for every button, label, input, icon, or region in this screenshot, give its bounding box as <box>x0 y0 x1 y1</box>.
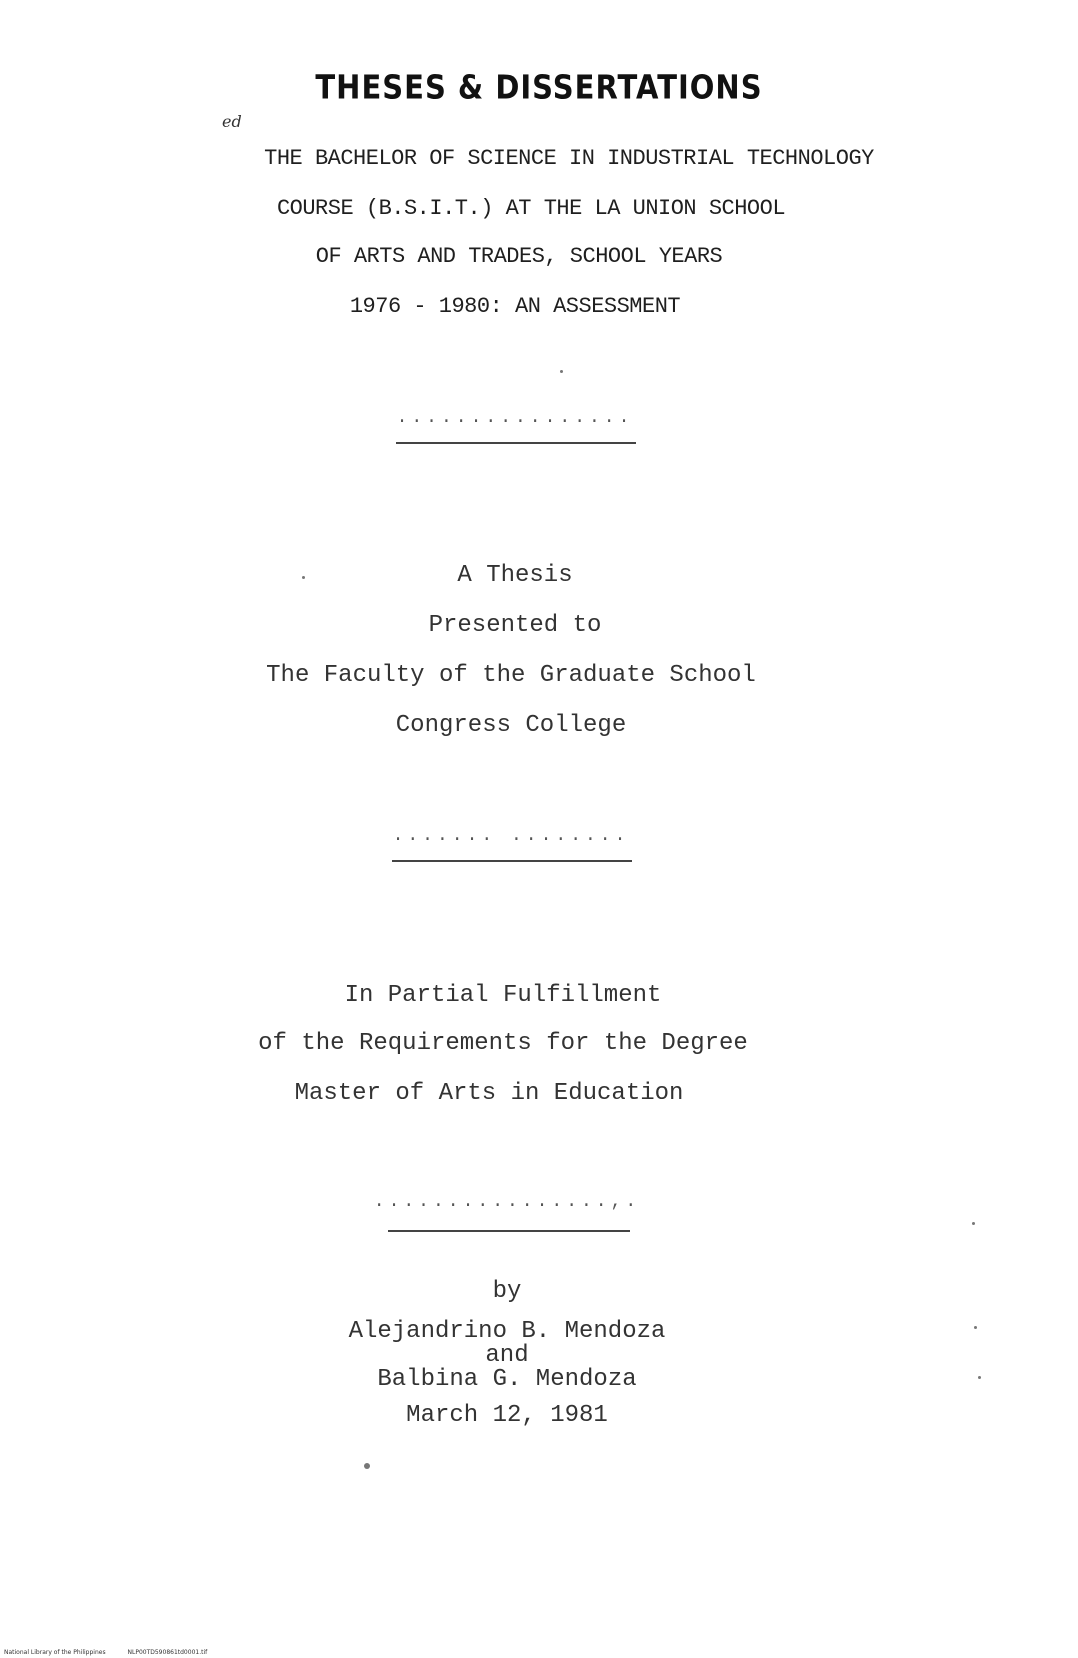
ink-speck <box>974 1326 977 1329</box>
scan-footer <box>4 1649 227 1656</box>
presentation-line-2: Presented to <box>428 612 602 639</box>
separator-rule-3 <box>388 1230 630 1232</box>
ink-speck <box>972 1222 975 1225</box>
ink-speck <box>560 370 563 373</box>
fulfillment-line-2: of the Requirements for the Degree <box>258 1030 748 1057</box>
footer-library: National Library of the Philippines <box>4 1649 106 1656</box>
author-2: Balbina G. Mendoza <box>377 1366 637 1393</box>
presentation-line-4: Congress College <box>395 712 627 739</box>
title-line-4: 1976 - 1980: AN ASSESSMENT <box>349 294 681 319</box>
fulfillment-line-3: Master of Arts in Education <box>294 1080 684 1107</box>
separator-rule-2 <box>392 860 632 862</box>
title-line-1: THE BACHELOR OF SCIENCE IN INDUSTRIAL TECHNOLOGY <box>264 146 874 171</box>
footer-file: NLP00TD590861td0001.tif <box>127 1649 208 1656</box>
ink-speck <box>978 1376 981 1379</box>
separator-dots-1: ................ <box>396 408 634 428</box>
presentation-line-1: A Thesis <box>457 562 573 589</box>
separator-dots-3: ................,. <box>373 1192 641 1212</box>
author-1: Alejandrino B. Mendoza <box>348 1318 666 1345</box>
thesis-date: March 12, 1981 <box>406 1402 608 1429</box>
title-line-3: OF ARTS AND TRADES, SCHOOL YEARS <box>315 244 723 269</box>
theses-dissertations-stamp: THESES & DISSERTATIONS <box>315 67 763 107</box>
fulfillment-line-1: In Partial Fulfillment <box>344 982 662 1009</box>
ink-speck <box>364 1463 370 1469</box>
ink-speck <box>302 576 305 579</box>
presentation-line-3: The Faculty of the Graduate School <box>266 662 756 689</box>
separator-rule-1 <box>396 442 636 444</box>
separator-dots-2: ....... ........ <box>392 826 630 846</box>
title-line-2: COURSE (B.S.I.T.) AT THE LA UNION SCHOOL <box>276 196 786 221</box>
conjunction-and: and <box>485 1342 529 1369</box>
handwritten-annotation: ed <box>222 112 242 131</box>
by-label: by <box>492 1278 522 1305</box>
